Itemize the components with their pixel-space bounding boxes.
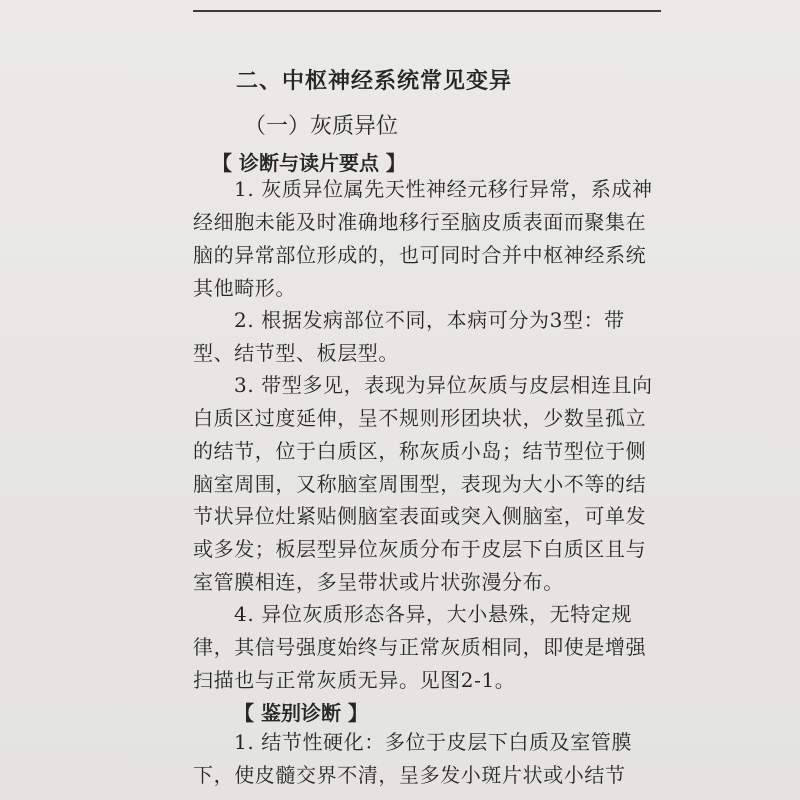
header-rule: [193, 10, 661, 12]
paragraph-line: 脑室周围，又称脑室周围型，表现为大小不等的结: [193, 472, 647, 496]
paragraph-line: 3. 带型多见，表现为异位灰质与皮层相连且向: [234, 373, 653, 397]
paragraph-line: 1. 结节性硬化：多位于皮层下白质及室管膜: [234, 730, 633, 754]
subsection-title: （一）灰质异位: [244, 114, 399, 139]
paragraph-line: 脑的异常部位形成的，也可同时合并中枢神经系统: [193, 243, 647, 267]
paragraph-line: 其他畸形。: [193, 276, 296, 300]
diagnosis-heading: 【 诊断与读片要点 】: [212, 151, 406, 175]
paragraph-line: 白质区过度延伸，呈不规则形团块状，少数呈孤立: [193, 406, 647, 430]
paragraph-line: 的结节，位于白质区，称灰质小岛；结节型位于侧: [193, 439, 647, 463]
paragraph-line: 2. 根据发病部位不同，本病可分为3型：带: [234, 308, 625, 332]
paragraph-line: 扫描也与正常灰质无异。见图2-1。: [193, 668, 516, 692]
differential-heading: 【 鉴别诊断 】: [234, 701, 368, 725]
paragraph-line: 或多发；板层型异位灰质分布于皮层下白质区且与: [193, 537, 647, 561]
section-title: 二、中枢神经系统常见变异: [236, 69, 513, 94]
paragraph-line: 节状异位灶紧贴侧脑室表面或突入侧脑室，可单发: [193, 504, 647, 528]
paragraph-line: 经细胞未能及时准确地移行至脑皮质表面而聚集在: [193, 210, 647, 234]
paragraph-line: 4. 异位灰质形态各异，大小悬殊，无特定规: [234, 602, 633, 626]
paragraph-line: 下，使皮髓交界不清，呈多发小斑片状或小结节: [193, 763, 626, 787]
paragraph-line: 1. 灰质异位属先天性神经元移行异常，系成神: [234, 177, 653, 201]
paragraph-line: 室管膜相连，多呈带状或片状弥漫分布。: [193, 570, 564, 594]
paragraph-line: 律，其信号强度始终与正常灰质相同，即使是增强: [193, 635, 647, 659]
paragraph-line: 型、结节型、板层型。: [193, 341, 399, 365]
